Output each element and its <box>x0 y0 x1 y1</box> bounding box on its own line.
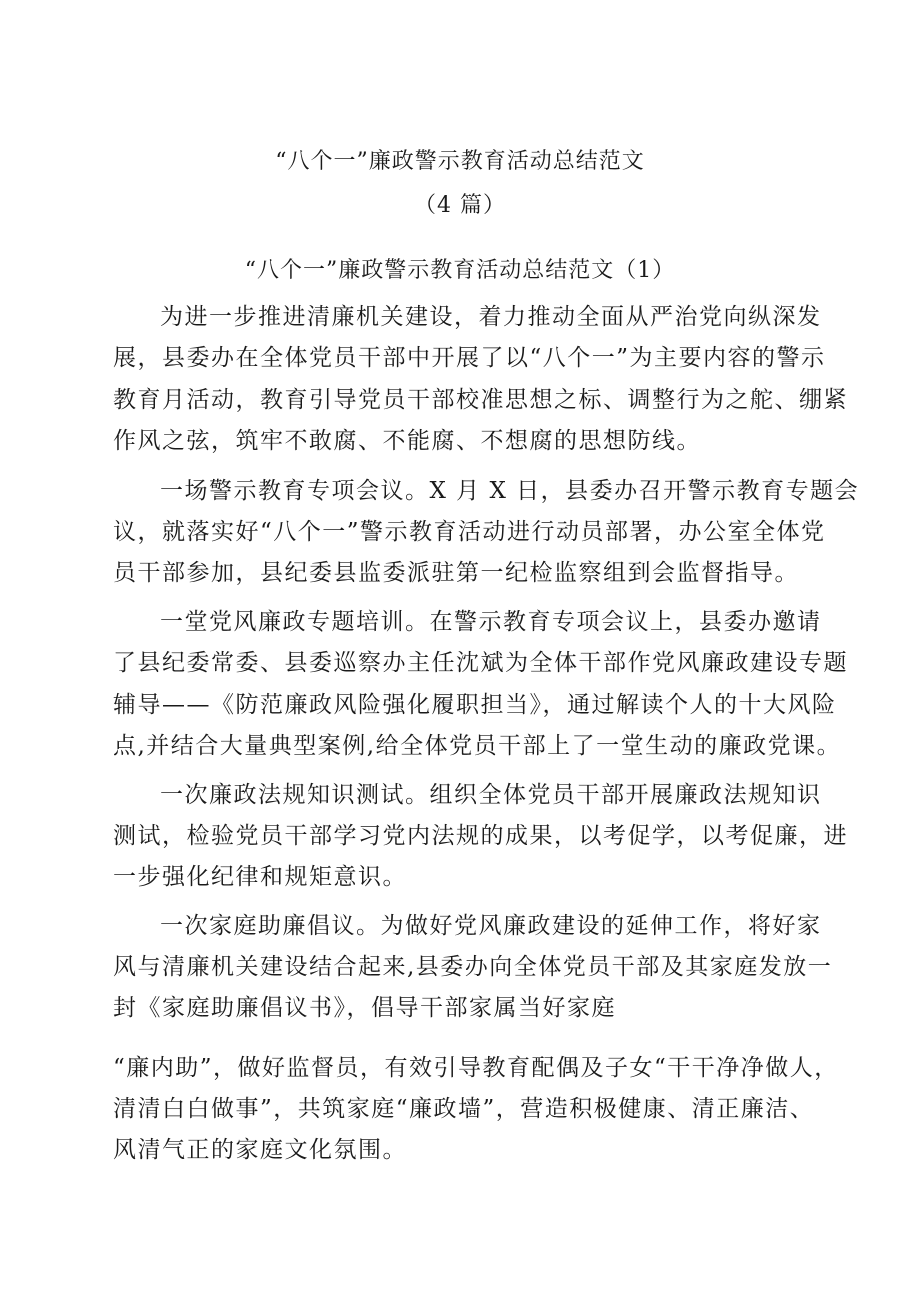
paragraph-line: 员干部参加，县纪委县监委派驻第一纪检监察组到会监督指导。 <box>113 560 799 586</box>
document-title: “八个一”廉政警示教育活动总结范文 <box>275 149 645 174</box>
paragraph-line: 点,并结合大量典型案例,给全体党员干部上了一堂生动的廉政党课。 <box>113 733 842 759</box>
paragraph-line: 一次廉政法规知识测试。组织全体党员干部开展廉政法规知识 <box>160 782 822 808</box>
paragraph-line: 为进一步推进清廉机关建设，着力推动全面从严治党向纵深发 <box>160 304 822 330</box>
paragraph-line: 一步强化纪律和规矩意识。 <box>113 864 407 890</box>
paragraph-line: 风与清廉机关建设结合起来,县委办向全体党员干部及其家庭发放一 <box>113 954 833 980</box>
paragraph-line: 测试，检验党员干部学习党内法规的成果，以考促学，以考促廉，进 <box>113 823 848 849</box>
paragraph-line: 教育月活动，教育引导党员干部校准思想之标、调整行为之舵、绷紧 <box>113 387 848 413</box>
paragraph-line: 一次家庭助廉倡议。为做好党风廉政建设的延伸工作，将好家 <box>160 913 822 939</box>
paragraph-line: 一场警示教育专项会议。X 月 X 日，县委办召开警示教育专题会 <box>160 478 860 504</box>
paragraph-line: 展，县委办在全体党员干部中开展了以“八个一”为主要内容的警示 <box>113 345 826 371</box>
section-title: “八个一”廉政警示教育活动总结范文（1） <box>244 258 676 283</box>
paragraph-line: 封《家庭助廉倡议书》，倡导干部家属当好家庭 <box>113 995 616 1021</box>
document-subtitle: （4 篇） <box>414 193 506 218</box>
paragraph-line: 一堂党风廉政专题培训。在警示教育专项会议上，县委办邀请 <box>160 609 822 635</box>
paragraph-line: “廉内助”，做好监督员，有效引导教育配偶及子女“干干净净做人， <box>113 1055 839 1081</box>
paragraph-line: 清清白白做事”，共筑家庭“廉政墙”，营造积极健康、清正廉洁、 <box>113 1096 815 1122</box>
paragraph-line: 了县纪委常委、县委巡察办主任沈斌为全体干部作党风廉政建设专题 <box>113 650 848 676</box>
paragraph-line: 作风之弦，筑牢不敢腐、不能腐、不想腐的思想防线。 <box>113 428 701 454</box>
paragraph-line: 议，就落实好“八个一”警示教育活动进行动员部署，办公室全体党 <box>113 519 826 545</box>
paragraph-line: 辅导——《防范廉政风险强化履职担当》，通过解读个人的十大风险 <box>113 692 837 718</box>
paragraph-line: 风清气正的家庭文化氛围。 <box>113 1137 407 1163</box>
